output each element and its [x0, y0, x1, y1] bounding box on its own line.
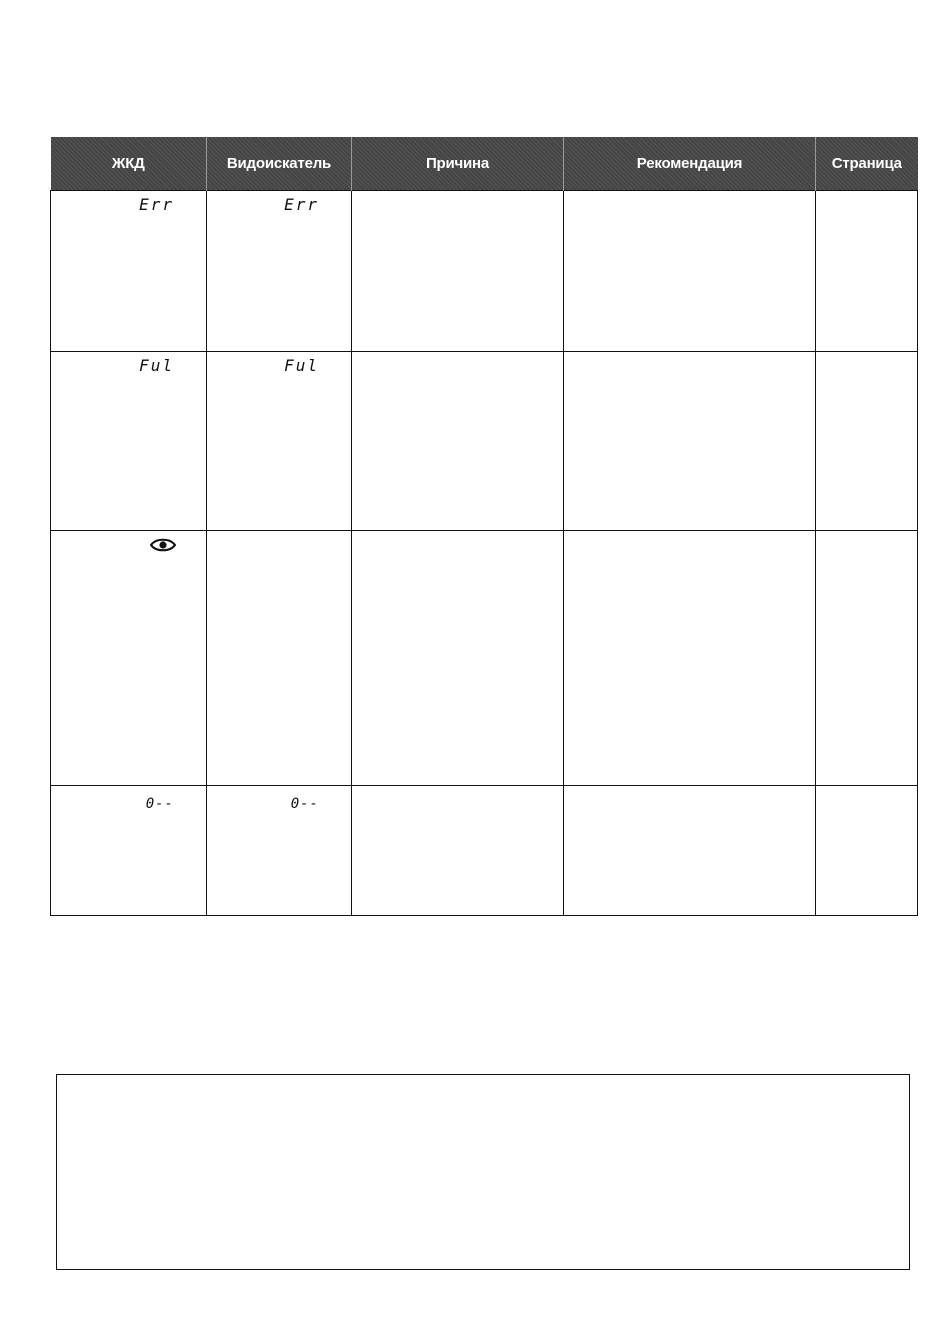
note-box: [56, 1074, 910, 1270]
cell-recommendation: [564, 786, 816, 916]
cell-viewfinder: [207, 191, 352, 352]
error-message-table: [50, 137, 918, 916]
cell-recommendation: [564, 352, 816, 531]
viewfinder-indicator-err: Err: [284, 195, 319, 214]
cell-cause: [352, 531, 564, 786]
header-viewfinder: Видоискатель: [207, 137, 352, 191]
lcd-indicator-ful: Ful: [139, 356, 174, 375]
viewfinder-indicator-zero: 0--: [290, 796, 319, 812]
cell-viewfinder: [207, 531, 352, 786]
cell-recommendation: [564, 191, 816, 352]
cell-page: [816, 531, 918, 786]
header-cause: Причина: [352, 137, 564, 191]
cell-cause: [352, 191, 564, 352]
table-header-row: [51, 137, 918, 191]
eye-icon: [150, 537, 176, 553]
table-row: [51, 352, 918, 531]
table-row: [51, 191, 918, 352]
header-page: Страница: [816, 137, 918, 191]
header-recommendation: Рекомендация: [564, 137, 816, 191]
lcd-indicator-err: Err: [139, 195, 174, 214]
cell-lcd: [51, 352, 207, 531]
table-row: [51, 786, 918, 916]
cell-page: [816, 786, 918, 916]
cell-page: [816, 191, 918, 352]
error-table-container: [50, 137, 917, 916]
cell-lcd: [51, 786, 207, 916]
cell-cause: [352, 352, 564, 531]
cell-lcd: [51, 191, 207, 352]
lcd-indicator-zero: 0--: [145, 796, 174, 812]
table-row: [51, 531, 918, 786]
cell-viewfinder: [207, 352, 352, 531]
cell-recommendation: [564, 531, 816, 786]
cell-lcd: [51, 531, 207, 786]
viewfinder-indicator-ful: Ful: [284, 356, 319, 375]
cell-viewfinder: [207, 786, 352, 916]
cell-cause: [352, 786, 564, 916]
header-lcd: ЖКД: [51, 137, 207, 191]
cell-page: [816, 352, 918, 531]
